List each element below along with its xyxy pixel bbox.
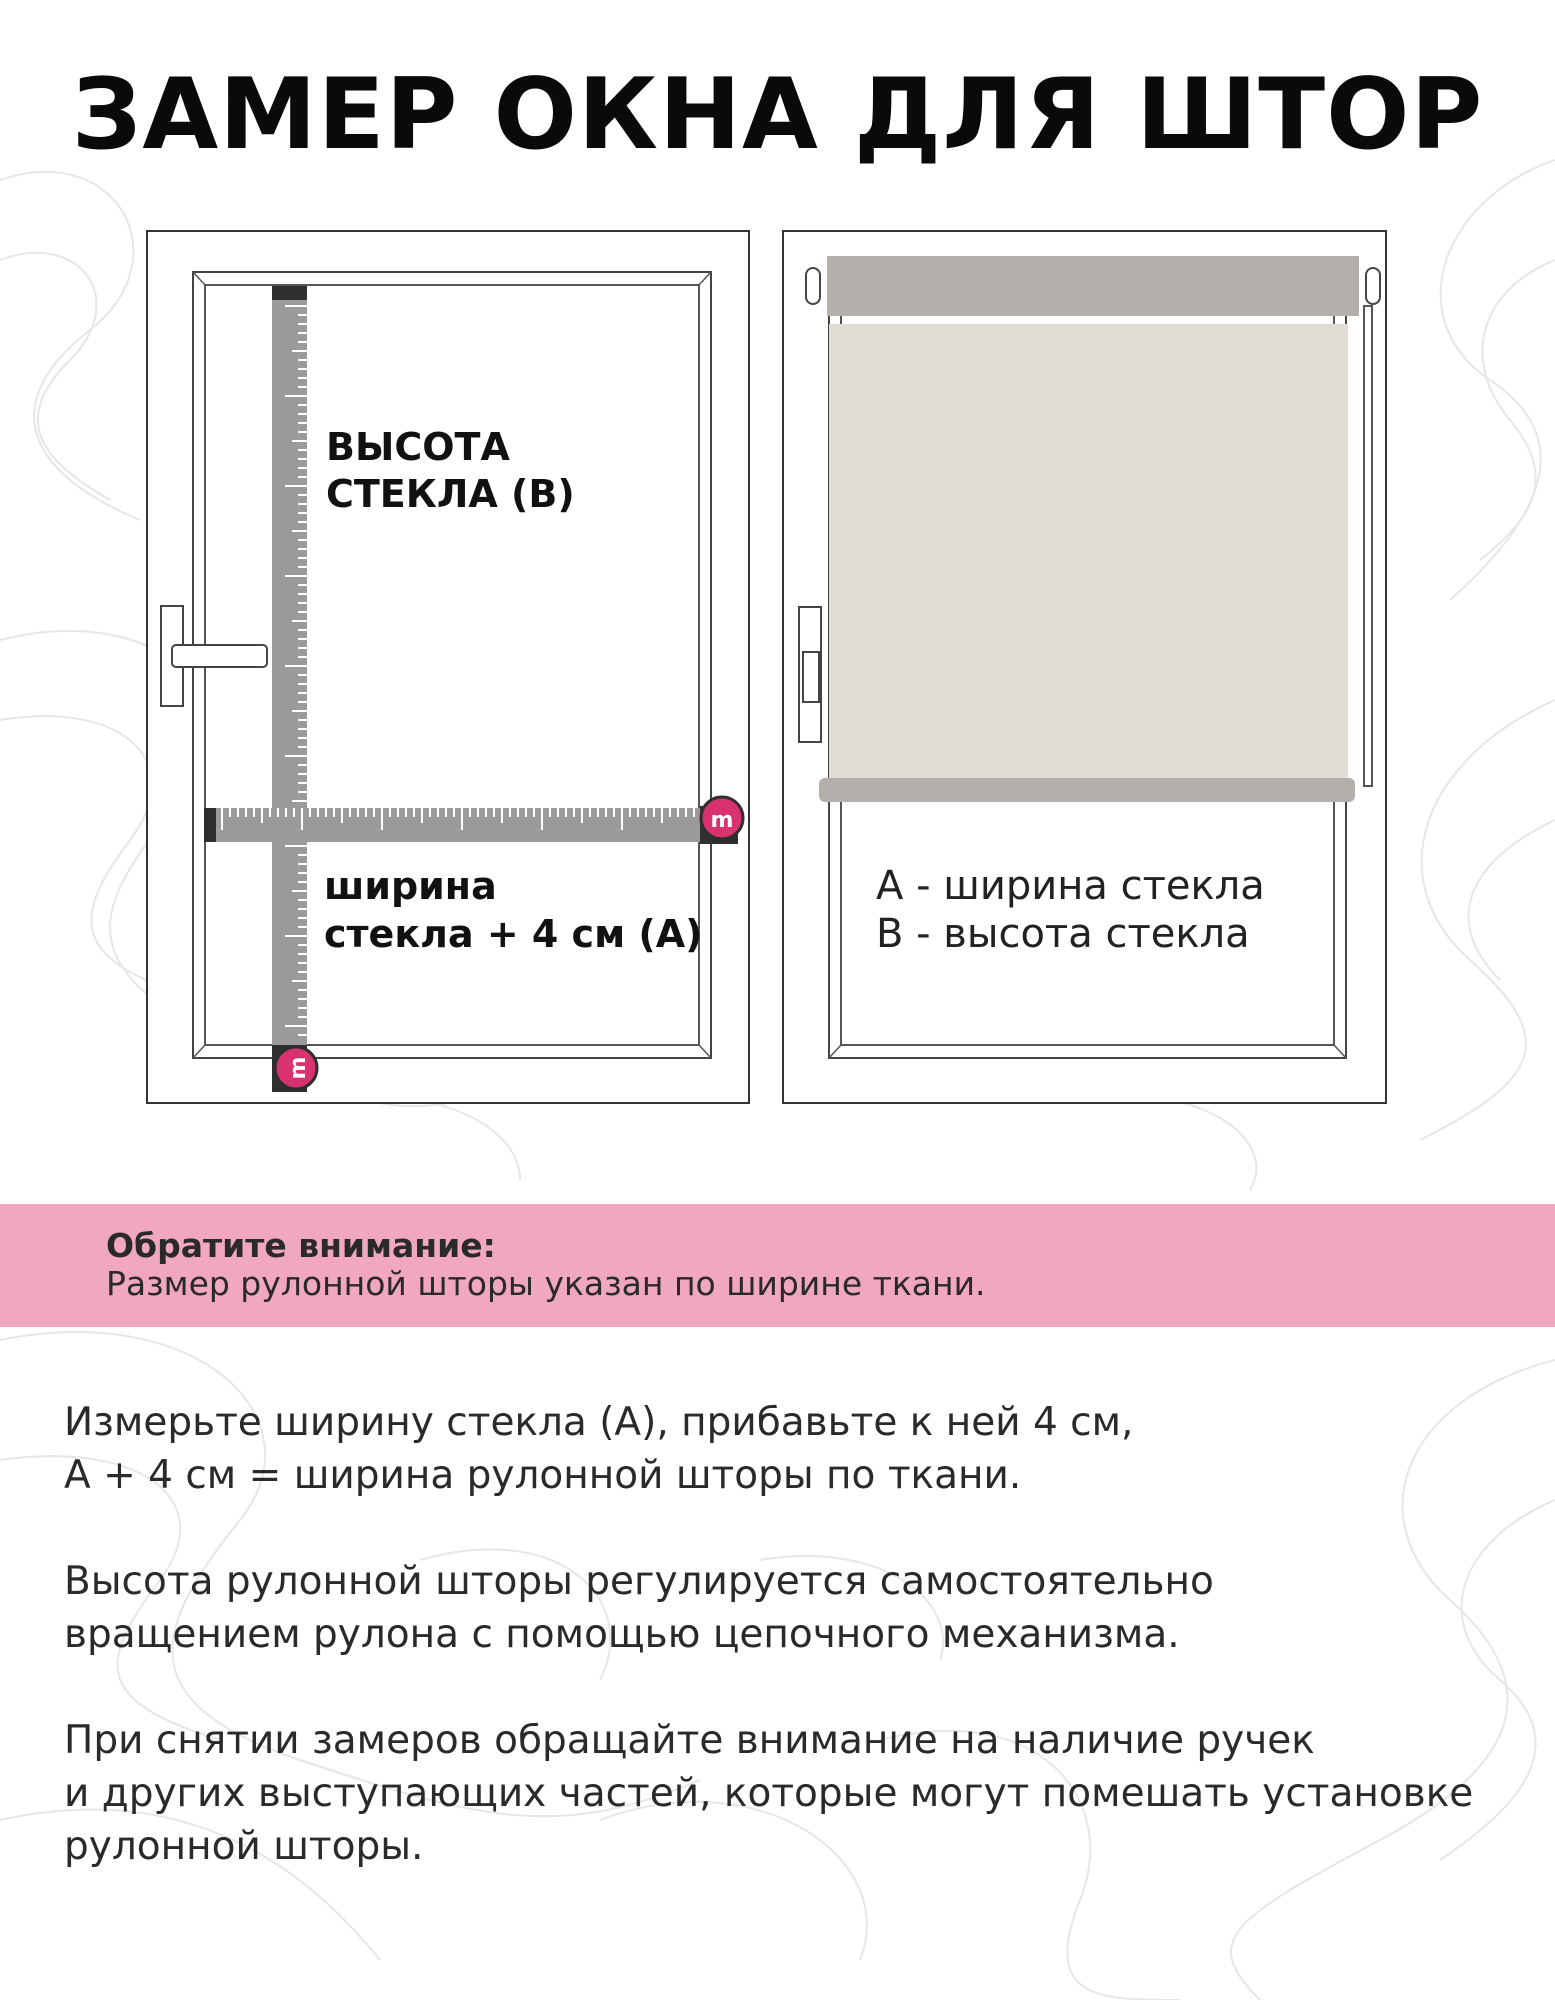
- glass-height-label-line: СТЕКЛА (В): [326, 472, 575, 516]
- glass-width-label-line: ширина: [324, 864, 497, 908]
- diagram-legend: [876, 862, 1265, 958]
- tape-badge-right: [701, 797, 743, 839]
- tape-badge-bottom: [272, 1045, 317, 1092]
- paragraph-line: вращением рулона с помощью цепочного механизма.: [64, 1612, 1180, 1657]
- paragraph-line: Измерьте ширину стекла (А), прибавьте к ней 4 см,: [64, 1400, 1134, 1445]
- legend-item: В - высота стекла: [876, 911, 1250, 957]
- notice-banner: [0, 1204, 1555, 1327]
- roller-blind: [806, 256, 1380, 802]
- paragraph-line: и других выступающих частей, которые могут помешать установке: [64, 1771, 1474, 1816]
- horizontal-measuring-tape: [204, 806, 738, 844]
- glass-width-label: [324, 862, 703, 958]
- glass-height-label-line: ВЫСОТА: [326, 425, 510, 469]
- glass-height-label: [326, 424, 575, 518]
- notice-text: Размер рулонной шторы указан по ширине ткани.: [106, 1264, 986, 1303]
- paragraph-line: При снятии замеров обращайте внимание на наличие ручек: [64, 1718, 1315, 1763]
- badge-letter-rotated: m: [286, 1056, 311, 1080]
- notice-title: Обратите внимание:: [106, 1226, 496, 1265]
- legend-item: А - ширина стекла: [876, 863, 1265, 909]
- paragraph-line: Высота рулонной шторы регулируется самостоятельно: [64, 1559, 1214, 1604]
- instruction-paragraph: [64, 1396, 1544, 1502]
- paragraph-line: А + 4 см = ширина рулонной шторы по ткани.: [64, 1453, 1022, 1498]
- vertical-measuring-tape: [272, 286, 307, 1092]
- right-window-handle: [799, 607, 821, 742]
- instruction-paragraph: [64, 1555, 1544, 1661]
- paragraph-line: рулонной шторы.: [64, 1824, 424, 1869]
- page-title: ЗАМЕР ОКНА ДЛЯ ШТОР: [71, 58, 1484, 172]
- glass-width-label-line: стекла + 4 см (А): [324, 912, 703, 956]
- badge-letter: m: [710, 808, 734, 833]
- instruction-paragraph: [64, 1714, 1544, 1873]
